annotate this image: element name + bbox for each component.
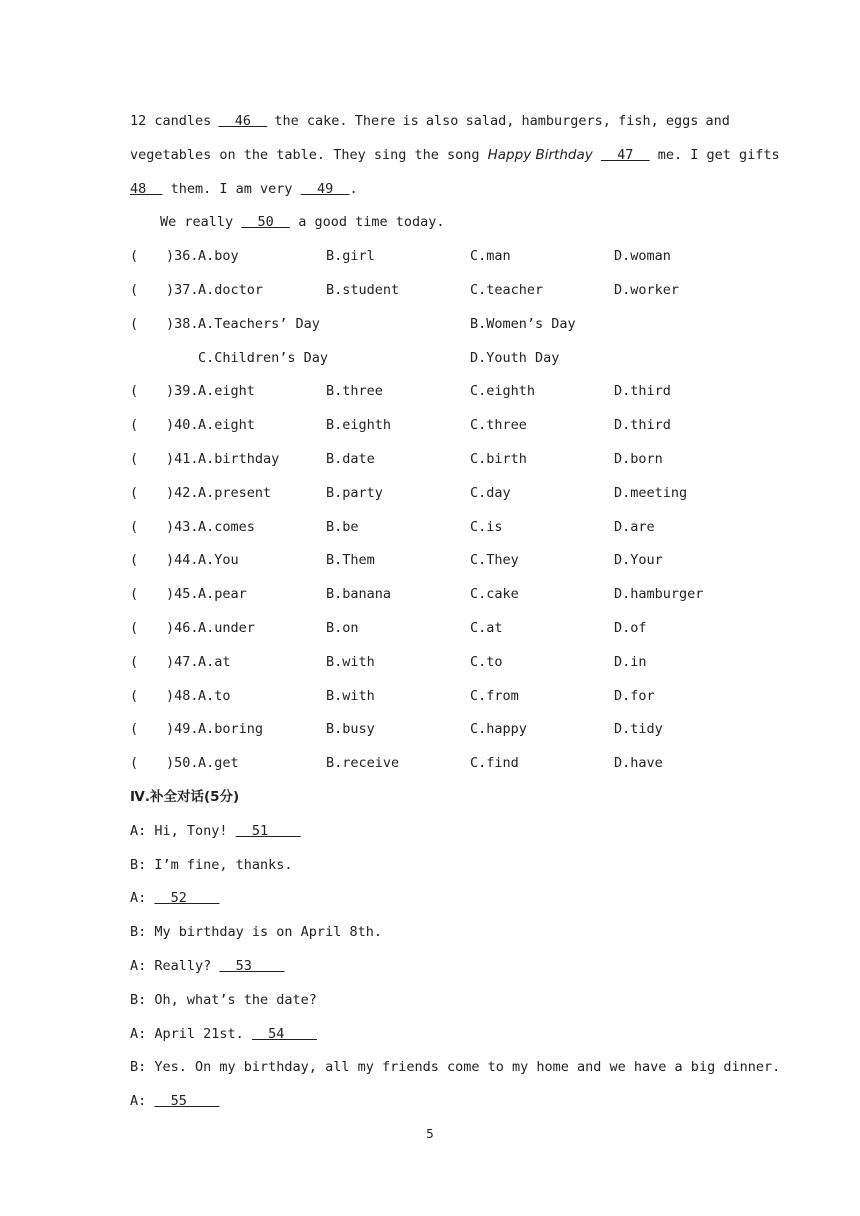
option-c: C.day [470,484,511,501]
option-b: B.receive [326,755,400,772]
question-row [130,448,730,482]
text: is [402,113,419,129]
dialogue-line [130,854,730,888]
option-b: B.on [326,619,359,636]
option-a: A.boy [198,248,239,265]
question-number-text: 37. [174,281,199,298]
question-row [130,651,730,685]
dialogue-text: A: Really? [130,957,220,974]
text: fish, [618,113,659,129]
answer-paren-close: ) [166,281,175,298]
answer-paren-open[interactable]: ( [130,755,139,772]
answer-paren-close: ) [166,687,175,704]
answer-paren-close: ) [166,484,175,501]
passage-line-2 [130,144,780,178]
option-b: B.three [326,383,383,400]
option-a: A.pear [198,586,247,603]
question-number [166,718,199,740]
option-d: D.tidy [614,721,663,738]
dialogue-line [130,1056,781,1090]
question-row [130,718,730,752]
question-number-text: 48. [174,687,199,704]
option-b: B.party [326,484,383,501]
option-a: A.to [198,687,231,704]
question-number [166,549,199,571]
question-number [166,617,199,639]
option-b: B.busy [326,721,375,738]
question-number-text: 50. [174,755,199,772]
option-d: D.in [614,653,647,670]
answer-paren-close: ) [166,315,175,332]
dialogue-text: A: [130,890,155,907]
question-number-text: 45. [174,586,199,603]
option-c: C.at [470,619,503,636]
option-b: B.be [326,518,359,535]
option-b: B.Women’s Day [470,315,576,332]
question-row-38-cont [130,347,730,381]
dialogue-line [130,1023,730,1057]
answer-blank[interactable]: 52 [154,890,220,907]
option-d: D.Youth Day [470,349,560,366]
option-b: B.girl [326,248,375,265]
option-c: C.find [470,755,519,772]
question-row [130,516,730,550]
dialogue-text: B: My birthday is on April 8th. [130,924,382,941]
answer-paren-open[interactable]: ( [130,518,139,535]
question-number [166,313,199,335]
dialogue-line [130,989,730,1023]
question-row [130,414,730,448]
document-page [130,110,781,1124]
question-number [166,651,199,673]
answer-paren-close: ) [166,552,175,569]
answer-paren-close: ) [166,721,175,738]
answer-blank[interactable]: 54 [251,1025,317,1042]
option-d: D.of [614,619,647,636]
option-c: C.eighth [470,383,536,400]
text: hamburgers, [521,113,611,129]
option-b: B.banana [326,586,392,603]
option-a: A.birthday [198,450,280,467]
answer-paren-open[interactable]: ( [130,281,139,298]
option-d: D.are [614,518,655,535]
question-row [130,617,730,651]
answer-paren-close: ) [166,383,175,400]
blank-47: 47 [600,146,650,163]
question-number [166,482,199,504]
question-number-text: 41. [174,450,199,467]
question-number-text: 46. [174,619,199,636]
question-number-text: 47. [174,653,199,670]
question-number-text: 38. [174,315,199,332]
option-b: B.student [326,281,400,298]
answer-paren-close: ) [166,586,175,603]
dialogue-line [130,1090,730,1124]
option-a: A.Teachers’ Day [198,315,320,332]
question-number-text: 42. [174,484,199,501]
answer-paren-open[interactable]: ( [130,450,139,467]
question-number-text: 43. [174,518,199,535]
question-number [166,752,199,774]
answer-paren-open[interactable]: ( [130,417,139,434]
option-d: D.worker [614,281,680,298]
dialogue-text: B: I’m fine, thanks. [130,856,293,873]
option-c: C.happy [470,721,527,738]
question-number-text: 36. [174,248,199,265]
option-d: D.third [614,383,671,400]
answer-paren-open[interactable]: ( [130,721,139,738]
option-d: D.woman [614,248,671,265]
option-a: A.get [198,755,239,772]
blank-50: 50 [241,214,291,231]
text: a good time today. [290,214,445,231]
option-c: C.They [470,552,519,569]
option-a: A.eight [198,417,255,434]
option-a: A.under [198,619,255,636]
answer-paren-close: ) [166,653,175,670]
dialogue-line [130,820,730,854]
question-number [166,448,199,470]
option-c: C.Children’s Day [198,349,329,366]
answer-blank[interactable]: 55 [154,1093,220,1110]
option-d: D.Your [614,552,663,569]
question-number-text: 49. [174,721,199,738]
option-d: D.third [614,417,671,434]
text: There [354,113,396,129]
answer-paren-close: ) [166,755,175,772]
question-row [130,583,730,617]
passage-line-3 [130,178,730,212]
question-row [130,279,730,313]
dialogue-text: A: Hi, Tony! [130,822,236,839]
answer-paren-close: ) [166,417,175,434]
option-c: C.teacher [470,281,544,298]
question-row [130,245,730,279]
text: eggs [665,113,699,129]
option-b: B.with [326,653,375,670]
text: the cake. [274,113,348,129]
answer-paren-close: ) [166,518,175,535]
question-number-text: 40. [174,417,199,434]
option-c: C.from [470,687,519,704]
answer-paren-open[interactable]: ( [130,687,139,704]
blank-49: 49 [300,180,350,197]
text: and [705,113,730,129]
option-c: C.to [470,653,503,670]
question-number-text: 44. [174,552,199,569]
dialogue-line [130,887,730,921]
question-number [166,414,199,436]
question-number [166,685,199,707]
dialogue-line [130,955,730,989]
question-row [130,685,730,719]
option-d: D.have [614,755,663,772]
text: me. I get gifts [649,146,780,163]
question-number [166,380,199,402]
dialogue-text: B: Oh, what’s the date? [130,991,317,1008]
question-row [130,482,730,516]
dialogue-text: A: [130,1093,155,1110]
question-number [166,279,199,301]
question-list [130,380,730,786]
question-row [130,549,730,583]
answer-paren-open[interactable]: ( [130,586,139,603]
passage-line-1 [130,110,730,144]
text: salad, [465,113,515,129]
option-a: A.at [198,653,231,670]
blank-46: 46 [218,113,268,129]
option-c: C.cake [470,586,519,603]
section-title: Ⅳ.补全对话(5分) [130,788,240,805]
dialogue-text: A: April 21st. [130,1025,252,1042]
option-c: C.birth [470,450,527,467]
option-a: A.boring [198,721,264,738]
option-a: A.present [198,484,272,501]
text: We really [160,214,242,231]
dialogue [130,820,781,1124]
answer-paren-close: ) [166,450,175,467]
blank-48: 48 [130,180,163,197]
question-number [166,516,199,538]
dialogue-line [130,921,730,955]
option-b: B.Them [326,552,375,569]
text: also [425,113,459,129]
song-title: Happy Birthday [487,146,593,163]
answer-paren-open[interactable]: ( [130,653,139,670]
answer-paren-open[interactable]: ( [130,484,139,501]
option-c: C.man [470,248,511,265]
answer-blank[interactable]: 53 [219,957,285,974]
answer-paren-open[interactable]: ( [130,383,139,400]
text: them. I am very [162,180,301,197]
option-b: B.with [326,687,375,704]
option-c: C.three [470,417,527,434]
option-d: D.hamburger [614,586,704,603]
dialogue-text: B: Yes. On my birthday, all my friends come to my home and we have a big dinner. [130,1059,781,1076]
option-c: C.is [470,518,503,535]
question-row [130,752,730,786]
option-a: A.comes [198,518,255,535]
question-row [130,380,730,414]
page-number: 5 [426,1127,434,1141]
option-d: D.for [614,687,655,704]
question-row-38 [130,313,730,347]
option-b: B.date [326,450,375,467]
question-number [166,583,199,605]
option-b: B.eighth [326,417,392,434]
option-a: A.eight [198,383,255,400]
answer-paren-open[interactable]: ( [130,552,139,569]
option-a: A.doctor [198,281,264,298]
text: . [349,180,358,197]
question-number [166,245,199,267]
option-d: D.meeting [614,484,688,501]
option-d: D.born [614,450,663,467]
question-number-text: 39. [174,383,199,400]
text: vegetables on the table. They sing the song [130,146,488,163]
answer-paren-open[interactable]: ( [130,248,139,265]
option-a: A.You [198,552,239,569]
answer-blank[interactable]: 51 [235,822,301,839]
answer-paren-close: ) [166,619,175,636]
text: 12 candles [130,113,212,129]
passage-line-4 [130,211,730,245]
answer-paren-open[interactable]: ( [130,315,139,332]
answer-paren-open[interactable]: ( [130,619,139,636]
answer-paren-close: ) [166,248,175,265]
